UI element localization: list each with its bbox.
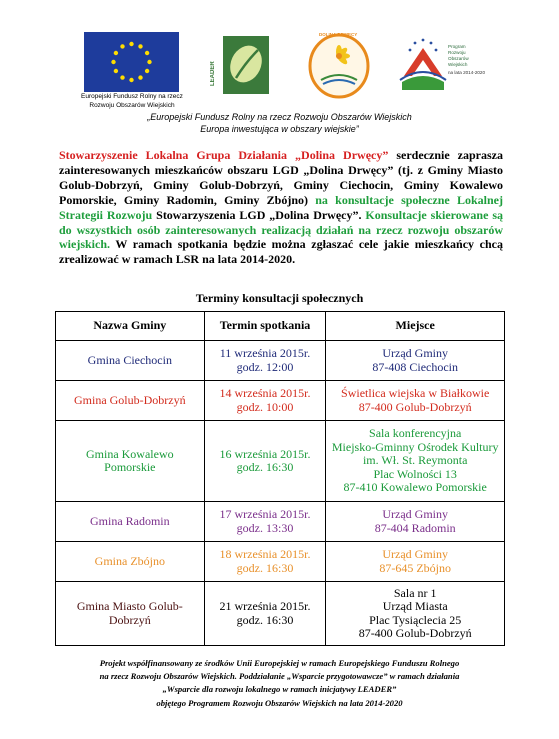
header-gmina: Nazwa Gminy (56, 312, 205, 341)
date-cell (204, 341, 326, 381)
place-cell (326, 582, 505, 646)
meeting-date: 21 września 2015r. (219, 599, 311, 613)
table-row (56, 421, 505, 502)
gmina-cell (56, 582, 205, 646)
place-line: Plac Tysiąclecia 25 (369, 612, 462, 627)
gmina-name: Gmina Golub-Dobrzyń (73, 392, 186, 407)
meeting-time: godz. 12:00 (236, 359, 294, 374)
table-row (56, 502, 505, 542)
place-line: Sala nr 1 (393, 585, 437, 600)
gmina-cell (56, 381, 205, 421)
footer-line: „Wsparcie dla rozwoju lokalnego w ramach inicjatywy LEADER” (162, 684, 397, 695)
meeting-time: godz. 10:00 (236, 399, 294, 414)
cofinancing-footer (0, 657, 559, 710)
lgd-flower-icon (305, 28, 373, 100)
schedule-title: Terminy konsultacji społecznych (195, 291, 364, 305)
eu-fund-caption (58, 92, 206, 110)
place-line: Miejsko-Gminny Ośrodek Kultury (331, 439, 499, 454)
place-line: Urząd Gminy (382, 507, 449, 521)
meeting-time: godz. 16:30 (236, 560, 294, 575)
date-cell (204, 502, 326, 542)
eu-flag-logo (84, 32, 179, 92)
gmina-name: Gmina Miasto Golub- (76, 599, 183, 613)
meeting-time: godz. 13:30 (236, 520, 294, 535)
prow-title-line: Obszarów (448, 56, 469, 61)
place-cell (326, 502, 505, 542)
eu-stars-icon (84, 32, 179, 92)
date-cell (204, 582, 326, 646)
meeting-date: 17 września 2015r. (219, 507, 311, 521)
table-row (56, 582, 505, 646)
date-cell (204, 542, 326, 582)
meeting-purpose: W ramach spotkania będzie można zgłaszać cele jakie mieszkańcy chcą zrealizować w ramach LSR na lata 2014-2020. (59, 237, 503, 267)
prow-title-line: Wiejskich (448, 62, 468, 67)
prow-title-line: Rozwoju (448, 50, 466, 55)
footer-line: objętego Programem Rozwoju Obszarów Wiejskich na lata 2014-2020 (156, 697, 403, 708)
place-line: 87-400 Golub-Dobrzyń (358, 399, 472, 414)
header-miejsce: Miejsce (326, 312, 505, 341)
prow-years: na lata 2014-2020 (448, 70, 486, 75)
place-line: Plac Wolności 13 (373, 466, 457, 481)
table-row (56, 542, 505, 582)
invitation-paragraph (59, 148, 503, 267)
place-cell (326, 421, 505, 502)
gmina-cell (56, 502, 205, 542)
meeting-time: godz. 16:30 (236, 460, 294, 474)
lgd-dolina-drwecy-logo (305, 28, 373, 100)
gmina-cell (56, 421, 205, 502)
place-line: 87-400 Golub-Dobrzyń (358, 626, 472, 640)
place-line: Urząd Miasta (382, 599, 448, 613)
prow-emblem-icon (398, 30, 448, 102)
association-name: Stowarzyszenia LGD „Dolina Drwęcy”. (152, 207, 366, 222)
consultation-topic: na konsultacje społeczne Lokalnej Strategii Rozwoju (59, 192, 503, 222)
place-line: 87-408 Ciechocin (372, 359, 459, 374)
place-line: Świetlica wiejska w Białkowie (341, 386, 490, 400)
place-cell (326, 381, 505, 421)
gmina-name: Gmina Kowalewo (85, 446, 174, 461)
footer-line: na rzecz Rozwoju Obszarów Wiejskich. Poddziałanie „Wsparcie przygotowawcze” w ramach działania (99, 671, 460, 682)
eu-caption-line: Rozwoju Obszarów Wiejskich (89, 102, 175, 109)
leader-label: LEADER (210, 61, 216, 86)
place-line: Urząd Gminy (382, 547, 449, 561)
table-row (56, 341, 505, 381)
date-cell (204, 381, 326, 421)
meeting-date: 14 września 2015r. (219, 386, 311, 400)
place-line: 87-645 Zbójno (379, 560, 452, 575)
gmina-cell (56, 542, 205, 582)
date-cell (204, 421, 326, 502)
meeting-date: 16 września 2015r. (219, 446, 311, 461)
place-cell (326, 341, 505, 381)
gmina-name: Dobrzyń (108, 612, 151, 627)
schedule-table (55, 311, 505, 646)
fund-line: „Europejski Fundusz Rolny na rzecz Rozwoju Obszarów Wiejskich (147, 112, 412, 122)
place-cell (326, 542, 505, 582)
place-line: 87-410 Kowalewo Pomorskie (343, 480, 487, 495)
fund-statement (0, 111, 559, 135)
gmina-cell (56, 341, 205, 381)
place-line: Sala konferencyjna (369, 426, 462, 441)
gmina-name: Gmina Radomin (89, 513, 170, 528)
organizer-name: Stowarzyszenie Lokalna Grupa Działania „Dolina Drwęcy” (59, 148, 389, 162)
gmina-name: Gmina Ciechocin (87, 352, 172, 367)
table-header-row (56, 312, 505, 341)
logo-bar (0, 26, 559, 116)
prow-title-line: Program (448, 44, 466, 49)
meeting-date: 11 września 2015r. (219, 346, 311, 360)
meeting-time: godz. 16:30 (236, 612, 294, 627)
lgd-label: DOLINA DRWĘCY (319, 32, 358, 37)
fund-line: Europa inwestująca w obszary wiejskie” (200, 124, 359, 134)
gmina-name: Gmina Zbójno (94, 553, 165, 568)
place-line: 87-404 Radomin (374, 520, 456, 535)
leader-logo (212, 32, 270, 98)
gmina-name: Pomorskie (104, 460, 156, 474)
footer-line: Projekt współfinansowany ze środków Unii Europejskiej w ramach Europejskiego Funduszu Rolnego (99, 658, 460, 668)
table-row (56, 381, 505, 421)
header-termin: Termin spotkania (204, 312, 326, 341)
invitation-text: serdecznie zaprasza zainteresowanych mieszkańców obszaru LGD „Dolina Drwęcy” (tj. z Gminy Miasto Golub-Dobrzyń, Gminy Golub-Dobrzyń, Gminy Ciechocin, Gminy Kowalewo Pomorskie, Gminy Radomin, Gminy Zbójno) (59, 148, 503, 207)
eu-caption-line: Europejski Fundusz Rolny na rzecz (81, 93, 183, 100)
target-audience: Konsultacje skierowane są do wszystkich osób zainteresowanych realizacją działań na rzecz rozwoju obszarów wiejskich. (59, 207, 503, 252)
meeting-date: 18 września 2015r. (219, 547, 311, 561)
prow-title (448, 44, 494, 68)
place-line: Urząd Gminy (382, 346, 449, 360)
place-line: im. Wł. St. Reymonta (362, 453, 468, 468)
